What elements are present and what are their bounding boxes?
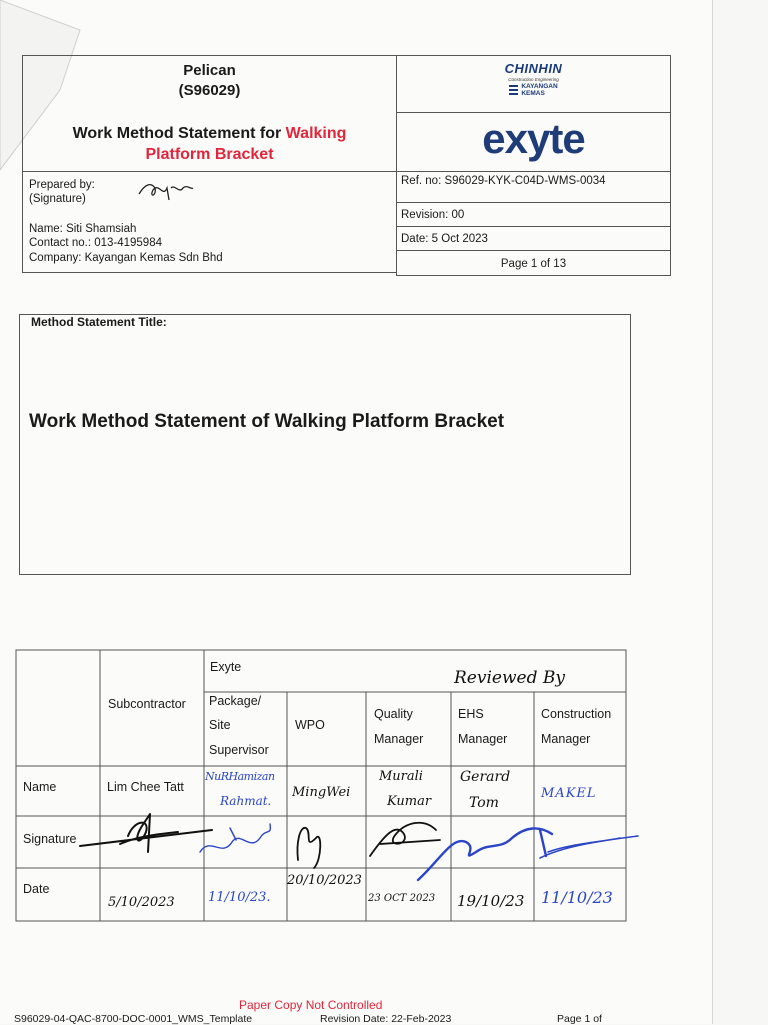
kk-line-1: KAYANGAN xyxy=(521,83,558,90)
chinhin-tagline: Construction Engineering xyxy=(508,77,559,82)
signature-package xyxy=(200,824,270,852)
col-wpo: WPO xyxy=(295,718,325,732)
signature-subcontractor xyxy=(80,814,212,852)
col-package-line-1: Package/ xyxy=(209,694,262,708)
title-part-1: Work Method Statement for xyxy=(72,125,282,142)
col-ehs-line-2: Manager xyxy=(458,732,508,746)
name-construction: MAKEL xyxy=(541,786,597,801)
name-wpo: MingWei xyxy=(292,785,351,800)
signature-construction xyxy=(540,836,638,858)
preparer-company: Company: Kayangan Kemas Sdn Bhd xyxy=(29,252,223,264)
name-quality-line-1: Murali xyxy=(379,769,423,784)
title-part-2: Walking xyxy=(285,125,347,142)
name-subcontractor: Lim Chee Tatt xyxy=(107,780,184,794)
col-construction-line-2: Manager xyxy=(541,732,591,746)
project-code: (S96029) xyxy=(178,82,241,99)
method-statement-label: Method Statement Title: xyxy=(31,315,167,329)
row-label-name: Name xyxy=(23,780,57,794)
ref-number: Ref. no: S96029-KYK-C04D-WMS-0034 xyxy=(401,175,606,187)
revision-number: Revision: 00 xyxy=(401,209,465,221)
reviewed-by-handwriting: Reviewed By xyxy=(454,668,565,688)
chinhin-wordmark: CHINHIN xyxy=(504,61,563,76)
project-name: Pelican xyxy=(183,62,236,79)
footer-page-number: Page 1 of xyxy=(557,1013,602,1025)
signature-label: (Signature) xyxy=(29,193,86,205)
signature-quality xyxy=(370,823,440,856)
prepared-by-label: Prepared by: xyxy=(29,179,95,191)
paper-copy-notice: Paper Copy Not Controlled xyxy=(239,998,383,1012)
name-quality-line-2: Kumar xyxy=(387,794,432,809)
signature-ehs xyxy=(418,828,552,880)
col-quality-line-2: Manager xyxy=(374,732,424,746)
date-quality: 23 OCT 2023 xyxy=(368,893,436,904)
col-construction-line-1: Construction xyxy=(541,707,612,721)
page-number: Page 1 of 13 xyxy=(500,258,567,270)
kk-line-2: KEMAS xyxy=(521,90,545,97)
row-label-signature: Signature xyxy=(23,832,77,846)
col-package-line-2: Site xyxy=(209,718,231,732)
name-package-line-2: Rahmat. xyxy=(220,794,272,808)
footer-revision-date: Revision Date: 22-Feb-2023 xyxy=(320,1013,452,1025)
name-ehs-line-1: Gerard xyxy=(460,769,511,785)
date-ehs: 19/10/23 xyxy=(457,892,525,910)
name-package-line-1: NuRHamizan xyxy=(205,770,275,783)
preparer-name: Name: Siti Shamsiah xyxy=(29,223,137,235)
title-part-3: Platform Bracket xyxy=(145,146,274,163)
col-package-line-3: Supervisor xyxy=(209,743,269,757)
date-construction: 11/10/23 xyxy=(541,888,613,907)
signature-wpo xyxy=(297,828,320,868)
method-statement-title: Work Method Statement of Walking Platform Bracket xyxy=(29,411,505,432)
col-ehs-line-1: EHS xyxy=(458,707,484,721)
col-subcontractor: Subcontractor xyxy=(108,697,186,711)
document-date: Date: 5 Oct 2023 xyxy=(401,233,488,245)
preparer-contact: Contact no.: 013-4195984 xyxy=(29,237,162,249)
exyte-logo: exyte xyxy=(482,115,585,162)
name-ehs-line-2: Tom xyxy=(469,795,499,811)
date-package: 11/10/23. xyxy=(208,890,271,905)
row-label-date: Date xyxy=(23,882,50,896)
date-wpo: 20/10/2023 xyxy=(287,873,362,888)
col-quality-line-1: Quality xyxy=(374,707,413,721)
footer-doc-code: S96029-04-QAC-8700-DOC-0001_WMS_Template xyxy=(14,1013,253,1025)
exyte-group-header: Exyte xyxy=(210,660,242,674)
date-subcontractor: 5/10/2023 xyxy=(108,895,175,910)
